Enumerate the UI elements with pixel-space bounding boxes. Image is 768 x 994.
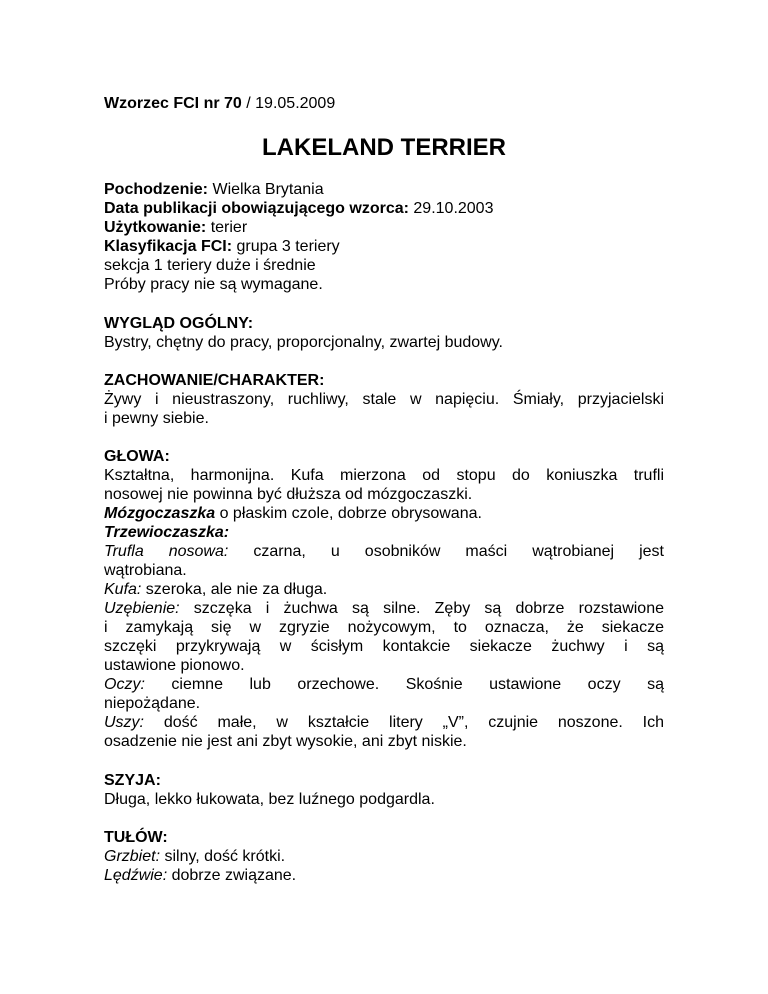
neck-section <box>104 771 664 809</box>
use-label: Użytkowanie: <box>104 219 207 236</box>
jaws-text: szczęka i żuchwa są silne. Zęby są dobrze rozstawione <box>179 600 664 617</box>
facial-region-heading: Trzewioczaszka: <box>104 524 230 541</box>
body-section <box>104 828 664 885</box>
eyes-text-line-2: niepożądane. <box>104 695 201 712</box>
ears-row <box>104 713 664 732</box>
nose-label: Trufla nosowa: <box>104 543 229 560</box>
nose-text-line-2: wątrobiana. <box>104 562 187 579</box>
general-appearance-text: Bystry, chętny do pracy, proporcjonalny, zwartej budowy. <box>104 334 503 351</box>
general-appearance-heading: WYGLĄD OGÓLNY: <box>104 315 254 332</box>
back-label: Grzbiet: <box>104 848 161 865</box>
loin-label: Lędźwie: <box>104 867 168 884</box>
head-intro-line-2: nosowej nie powinna być dłuższa od mózgoczaszki. <box>104 486 473 503</box>
eyes-row <box>104 675 664 694</box>
muzzle-label: Kufa: <box>104 581 142 598</box>
origin-row <box>104 180 664 199</box>
use-row <box>104 218 664 237</box>
eyes-text: ciemne lub orzechowe. Skośnie ustawione oczy są <box>144 676 664 693</box>
use-value: terier <box>206 219 248 236</box>
head-intro-line-1: Kształtna, harmonijna. Kufa mierzona od stopu do koniuszka trufli <box>104 467 664 484</box>
origin-label: Pochodzenie: <box>104 181 209 198</box>
jaws-row <box>104 599 664 618</box>
neck-heading: SZYJA: <box>104 772 161 789</box>
ears-label: Uszy: <box>104 714 144 731</box>
publication-label: Data publikacji obowiązującego wzorca: <box>104 200 409 217</box>
skull-label: Mózgoczaszka <box>104 505 216 522</box>
classification-value: grupa 3 teriery <box>232 238 340 255</box>
jaws-text-line-2: i zamykają się w zgryzie nożycowym, to oznacza, że siekacze <box>104 619 664 636</box>
standard-number: Wzorzec FCI nr 70 <box>104 95 242 112</box>
breed-title: LAKELAND TERRIER <box>262 134 506 161</box>
section-row: sekcja 1 teriery duże i średnie <box>104 257 316 274</box>
standard-reference <box>104 94 335 113</box>
behaviour-heading: ZACHOWANIE/CHARAKTER: <box>104 372 325 389</box>
muzzle-row <box>104 580 664 599</box>
jaws-label: Uzębienie: <box>104 600 180 617</box>
ears-text-line-2: osadzenie nie jest ani zbyt wysokie, ani zbyt niskie. <box>104 733 467 750</box>
neck-text: Długa, lekko łukowata, bez luźnego podgardla. <box>104 791 435 808</box>
standard-date: / 19.05.2009 <box>241 95 336 112</box>
work-trial-row: Próby pracy nie są wymagane. <box>104 276 323 293</box>
ears-text: dość małe, w kształcie litery „V”, czujnie noszone. Ich <box>144 714 664 731</box>
body-heading: TUŁÓW: <box>104 829 168 846</box>
jaws-text-line-3: szczęki przykrywają w ścisłym kontakcie siekacze żuchwy i są <box>104 638 664 655</box>
behaviour-text-line-2: i pewny siebie. <box>104 410 209 427</box>
general-appearance-section <box>104 314 664 352</box>
muzzle-text: szeroka, ale nie za długa. <box>141 581 328 598</box>
loin-text: dobrze związane. <box>167 867 297 884</box>
publication-value: 29.10.2003 <box>408 200 494 217</box>
classification-row <box>104 237 664 256</box>
origin-value: Wielka Brytania <box>208 181 324 198</box>
head-section <box>104 447 664 751</box>
nose-text: czarna, u osobników maści wątrobianej jest <box>228 543 665 560</box>
publication-row <box>104 199 664 218</box>
back-row <box>104 847 664 866</box>
behaviour-section <box>104 371 664 428</box>
jaws-text-line-4: ustawione pionowo. <box>104 657 245 674</box>
loin-row <box>104 866 664 885</box>
classification-label: Klasyfikacja FCI: <box>104 238 233 255</box>
head-heading: GŁOWA: <box>104 448 170 465</box>
behaviour-text-line-1: Żywy i nieustraszony, ruchliwy, stale w napięciu. Śmiały, przyjacielski <box>104 391 664 408</box>
nose-row <box>104 542 664 561</box>
skull-text: o płaskim czole, dobrze obrysowana. <box>215 505 482 522</box>
eyes-label: Oczy: <box>104 676 145 693</box>
skull-row <box>104 504 664 523</box>
info-block <box>104 180 664 294</box>
back-text: silny, dość krótki. <box>160 848 286 865</box>
